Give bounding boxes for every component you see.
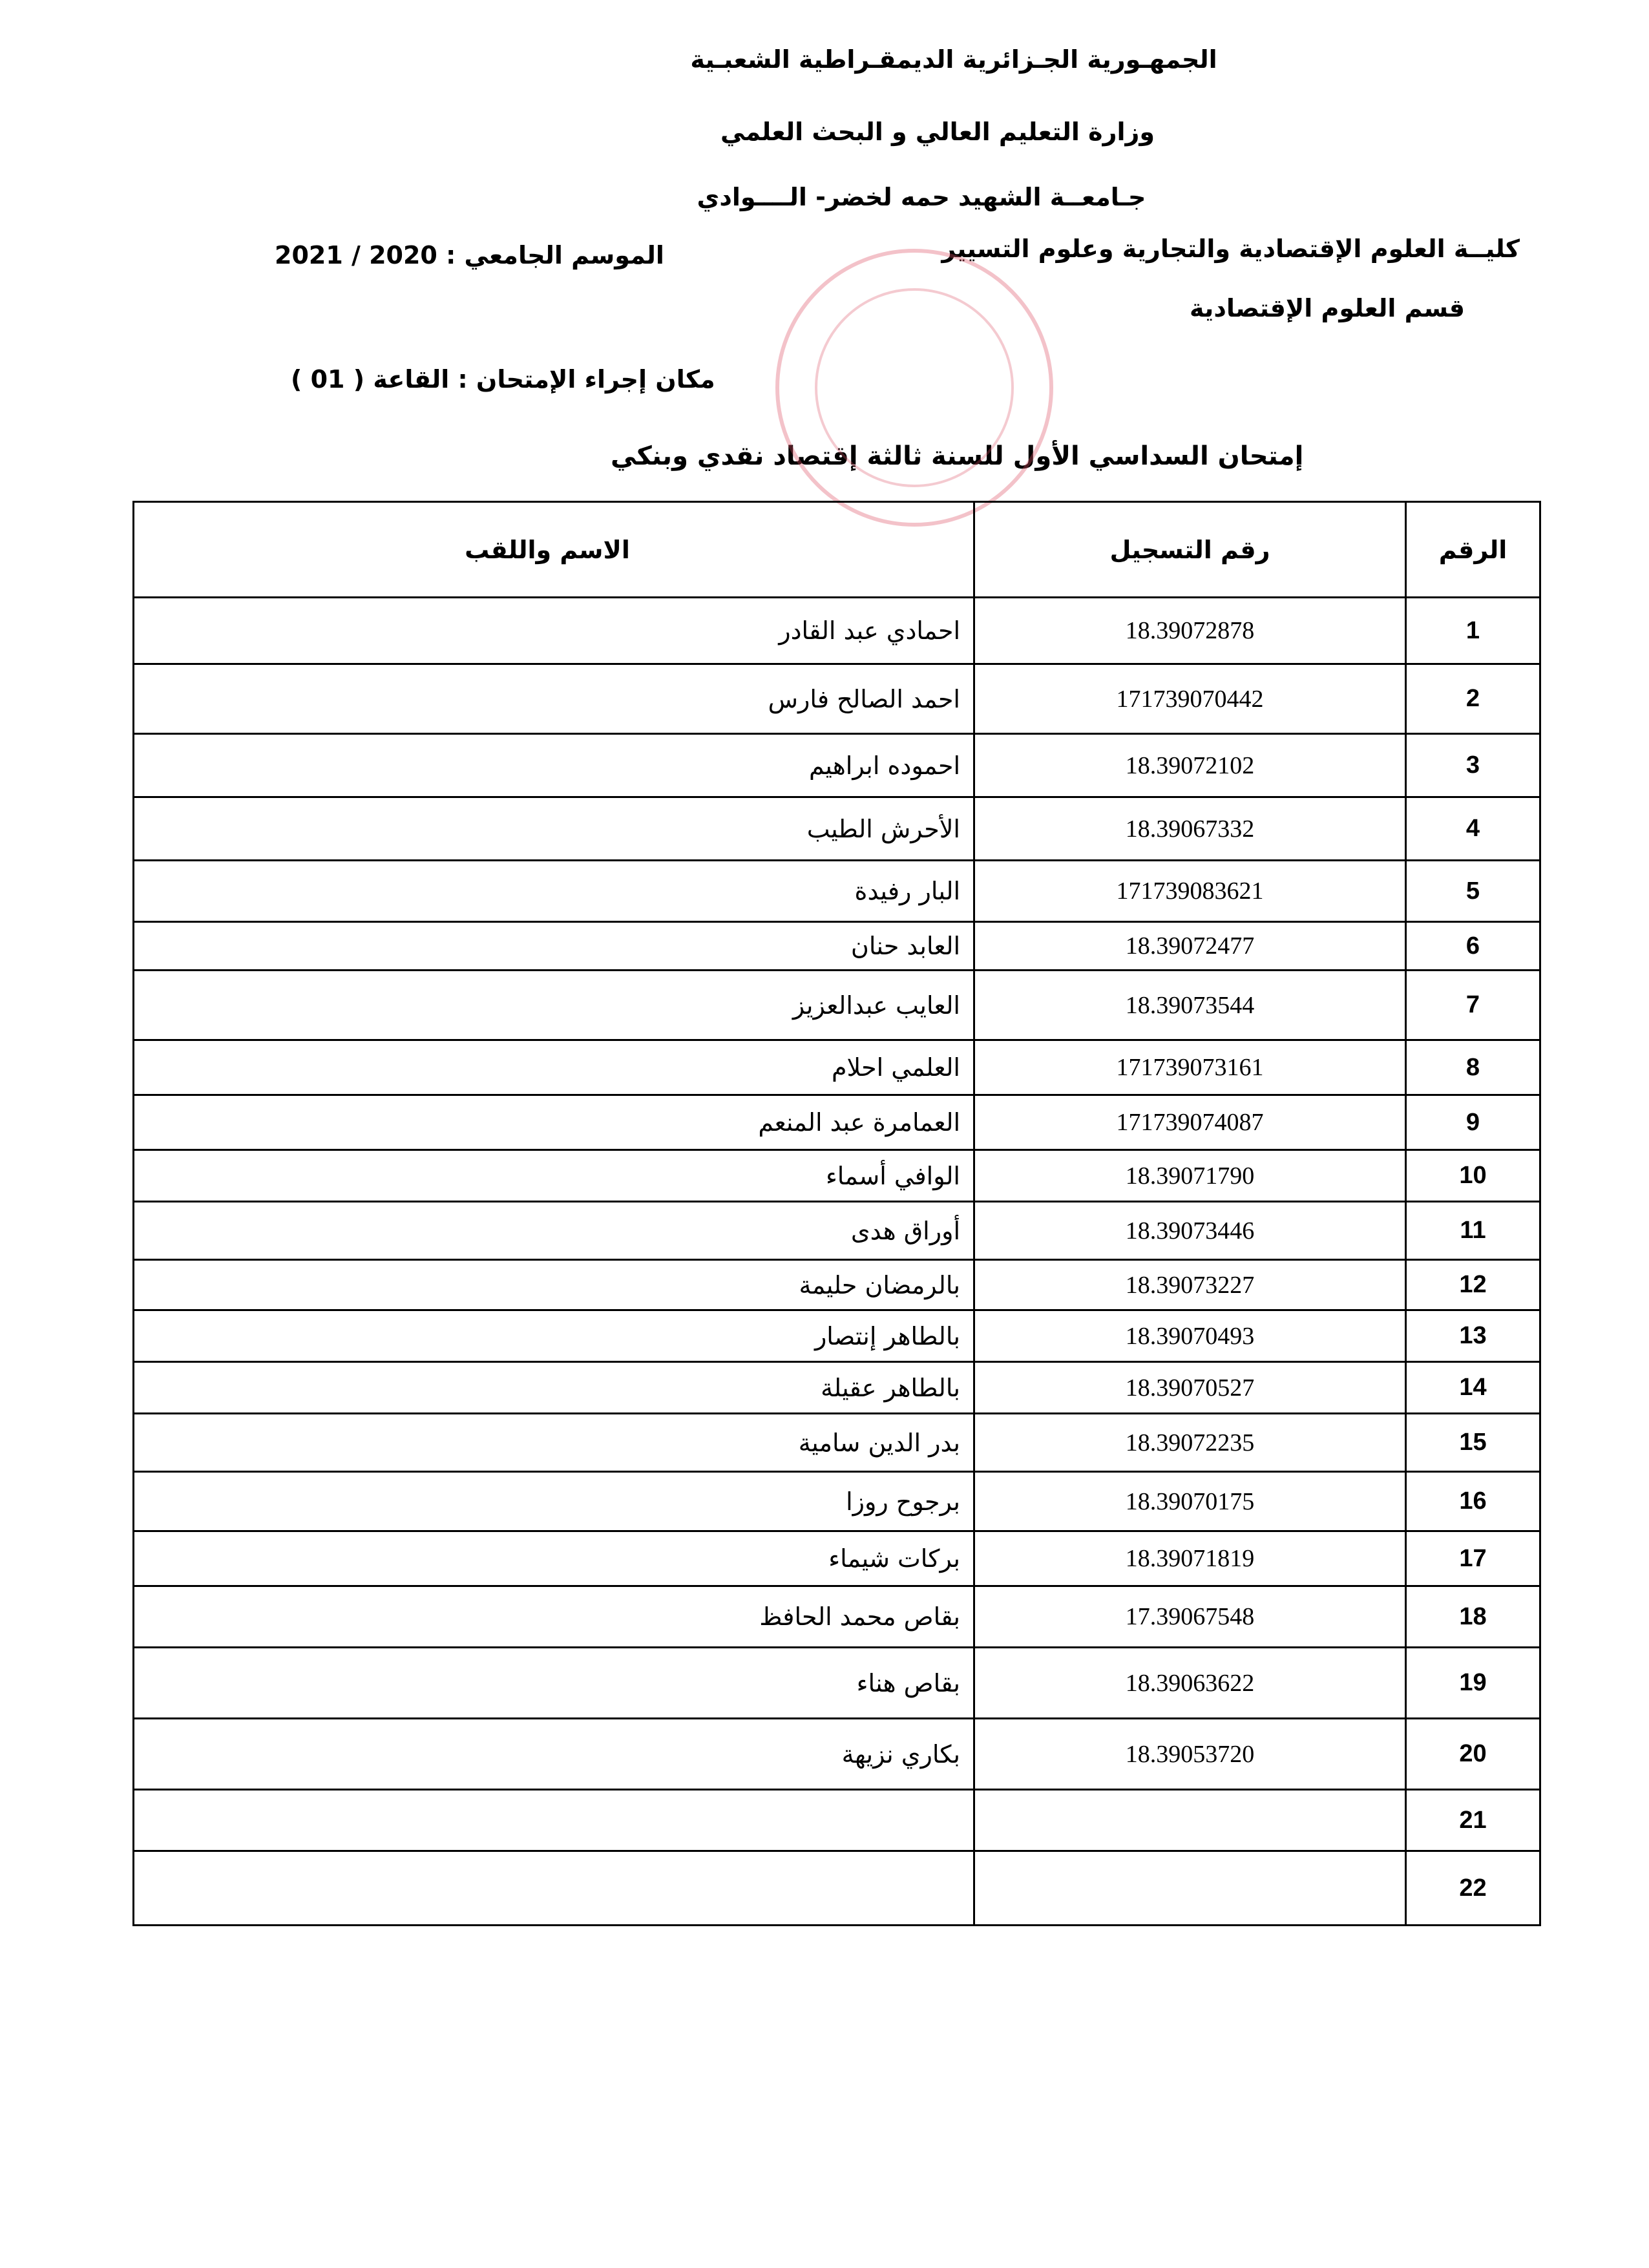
registration-number	[974, 1851, 1406, 1926]
registration-number: 18.39070527	[974, 1362, 1406, 1414]
table-row	[134, 922, 1540, 971]
row-number: 11	[1406, 1202, 1540, 1260]
table-header-row	[134, 502, 1540, 598]
exam-title: إمتحان السداسي الأول للسنة ثالثة إقتصاد نقدي وبنكي	[611, 441, 1304, 471]
registration-number: 18.39072477	[974, 922, 1406, 971]
student-name	[134, 1851, 974, 1926]
table-row	[134, 1260, 1540, 1310]
student-name: بالطاهر إنتصار	[134, 1310, 974, 1362]
registration-number: 171739074087	[974, 1095, 1406, 1150]
header-number: الرقم	[1406, 502, 1540, 598]
registration-number: 18.39063622	[974, 1648, 1406, 1719]
student-name: العلمي احلام	[134, 1040, 974, 1095]
student-name: بكاري نزيهة	[134, 1719, 974, 1790]
table-row	[134, 734, 1540, 797]
table-row	[134, 1095, 1540, 1150]
registration-number: 18.39071790	[974, 1150, 1406, 1202]
table-row	[134, 1362, 1540, 1414]
student-name: برجوح روزا	[134, 1472, 974, 1531]
student-name: العايب عبدالعزيز	[134, 971, 974, 1040]
row-number: 4	[1406, 797, 1540, 861]
exam-venue-label: مكان إجراء الإمتحان : القاعة ( 01 )	[291, 365, 715, 394]
registration-number: 18.39073227	[974, 1260, 1406, 1310]
registration-number: 18.39071819	[974, 1531, 1406, 1586]
registration-number: 18.39070493	[974, 1310, 1406, 1362]
faculty-label: كليــة العلوم الإقتصادية والتجارية وعلوم التسيير	[941, 235, 1520, 263]
table-row	[134, 1414, 1540, 1472]
registration-number: 17.39067548	[974, 1586, 1406, 1648]
row-number: 12	[1406, 1260, 1540, 1310]
student-name: الأحرش الطيب	[134, 797, 974, 861]
table-row	[134, 598, 1540, 664]
row-number: 6	[1406, 922, 1540, 971]
registration-number: 18.39072235	[974, 1414, 1406, 1472]
table-row	[134, 1648, 1540, 1719]
row-number: 2	[1406, 664, 1540, 734]
row-number: 15	[1406, 1414, 1540, 1472]
table-row	[134, 1531, 1540, 1586]
row-number: 21	[1406, 1790, 1540, 1851]
student-name: احموده ابراهيم	[134, 734, 974, 797]
row-number: 19	[1406, 1648, 1540, 1719]
table-row	[134, 797, 1540, 861]
table-row	[134, 1586, 1540, 1648]
student-name: العابد حنان	[134, 922, 974, 971]
row-number: 18	[1406, 1586, 1540, 1648]
table-row	[134, 1790, 1540, 1851]
student-name: بدر الدين سامية	[134, 1414, 974, 1472]
row-number: 13	[1406, 1310, 1540, 1362]
table-row	[134, 664, 1540, 734]
registration-number	[974, 1790, 1406, 1851]
official-stamp	[775, 249, 1053, 527]
students-table	[132, 501, 1541, 1926]
table-row	[134, 861, 1540, 922]
row-number: 8	[1406, 1040, 1540, 1095]
registration-number: 18.39073446	[974, 1202, 1406, 1260]
republic-heading: الجمهـورية الجـزائرية الديمقـراطية الشعبـية	[690, 45, 1217, 74]
registration-number: 18.39067332	[974, 797, 1406, 861]
department-label: قسم العلوم الإقتصادية	[1190, 294, 1465, 322]
header-registration: رقم التسجيل	[974, 502, 1406, 598]
registration-number: 18.39070175	[974, 1472, 1406, 1531]
row-number: 14	[1406, 1362, 1540, 1414]
student-name: بركات شيماء	[134, 1531, 974, 1586]
registration-number: 171739073161	[974, 1040, 1406, 1095]
row-number: 5	[1406, 861, 1540, 922]
row-number: 1	[1406, 598, 1540, 664]
row-number: 7	[1406, 971, 1540, 1040]
row-number: 20	[1406, 1719, 1540, 1790]
row-number: 9	[1406, 1095, 1540, 1150]
table-row	[134, 1472, 1540, 1531]
row-number: 17	[1406, 1531, 1540, 1586]
registration-number: 18.39053720	[974, 1719, 1406, 1790]
academic-season-label: الموسم الجامعي : 2020 / 2021	[275, 241, 664, 269]
student-name: بالرمضان حليمة	[134, 1260, 974, 1310]
table-row	[134, 1202, 1540, 1260]
ministry-heading: وزارة التعليم العالي و البحث العلمي	[720, 118, 1155, 146]
university-heading: جـامعــة الشهيد حمه لخضر- الــــوادي	[697, 183, 1146, 211]
student-name: احمد الصالح فارس	[134, 664, 974, 734]
student-name	[134, 1790, 974, 1851]
table-body	[134, 598, 1540, 1926]
row-number: 3	[1406, 734, 1540, 797]
student-name: بالطاهر عقيلة	[134, 1362, 974, 1414]
table-row	[134, 1719, 1540, 1790]
registration-number: 18.39073544	[974, 971, 1406, 1040]
student-name: العمامرة عبد المنعم	[134, 1095, 974, 1150]
row-number: 16	[1406, 1472, 1540, 1531]
table-row	[134, 1150, 1540, 1202]
row-number: 22	[1406, 1851, 1540, 1926]
student-name: البار رفيدة	[134, 861, 974, 922]
student-name: الوافي أسماء	[134, 1150, 974, 1202]
row-number: 10	[1406, 1150, 1540, 1202]
registration-number: 18.39072102	[974, 734, 1406, 797]
table-row	[134, 1040, 1540, 1095]
registration-number: 18.39072878	[974, 598, 1406, 664]
registration-number: 171739070442	[974, 664, 1406, 734]
student-name: أوراق هدى	[134, 1202, 974, 1260]
student-name: بقاص هناء	[134, 1648, 974, 1719]
student-name: احمادي عبد القادر	[134, 598, 974, 664]
header-name: الاسم واللقب	[134, 502, 974, 598]
table-row	[134, 1310, 1540, 1362]
registration-number: 171739083621	[974, 861, 1406, 922]
table-row	[134, 971, 1540, 1040]
table-row	[134, 1851, 1540, 1926]
student-name: بقاص محمد الحافظ	[134, 1586, 974, 1648]
